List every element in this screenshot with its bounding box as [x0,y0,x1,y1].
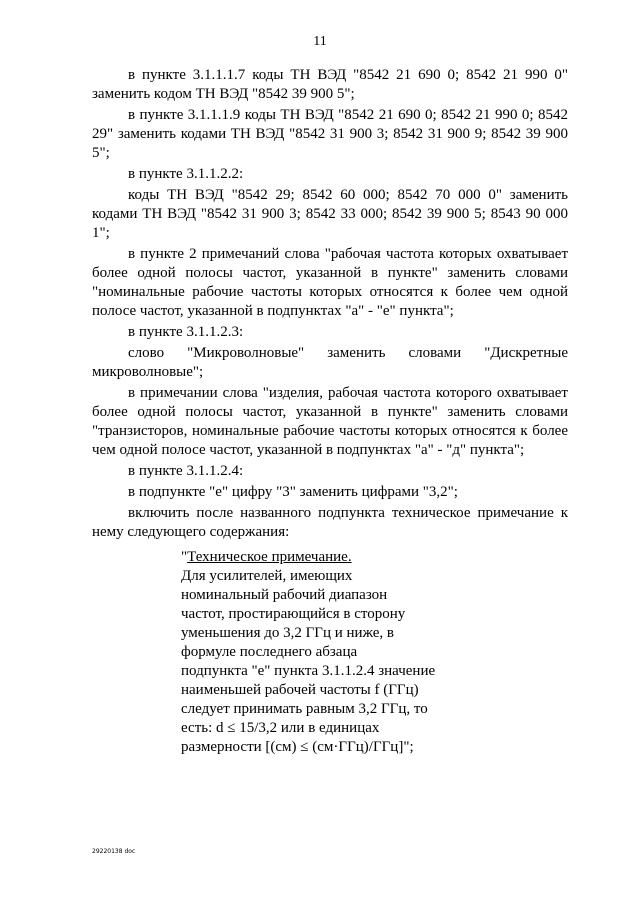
note-line: формуле последнего абзаца [181,644,358,660]
paragraph-item-3-1-1-1-9: в пункте 3.1.1.1.9 коды ТН ВЭД "8542 21 690 0; 8542 21 990 0; 8542 29" заменить кодами ТН ВЭД "8542 31 900 3; 8542 31 900 9; 8542 39 900 5"; [92,107,568,161]
technical-note [181,548,481,757]
note-line: номинальный рабочий диапазон [181,587,388,603]
paragraph-note-change: в примечании слова "изделия, рабочая частота которого охватывает более одной полосы частот, указанной в пункте" заменить словами "транзисторов, номинальные рабочие частоты которых относятся к более чем одной полосе частот, указанной в подпунктах "а" - "д" пункта"; [92,385,568,458]
footer-file-code: 29220138 doc [92,848,136,855]
paragraph-subitem-e-change: в подпункте "е" цифру "3" заменить цифрами "3,2"; [128,484,458,500]
note-line: уменьшения до 3,2 ГГц и ниже, в [181,625,394,641]
paragraph-codes-replacement: коды ТН ВЭД "8542 29; 8542 60 000; 8542 70 000 0" заменить кодами ТН ВЭД "8542 31 900 3; 8542 33 000; 8542 39 900 5; 8543 90 000 1"; [92,187,568,241]
paragraph-microwave-word: слово "Микроволновые" заменить словами "Дискретные микроволновые"; [92,345,568,380]
note-line: Для усилителей, имеющих [181,568,353,584]
note-line: подпункта "е" пункта 3.1.1.2.4 значение [181,663,436,679]
paragraph-item-3-1-1-1-7: в пункте 3.1.1.1.7 коды ТН ВЭД "8542 21 690 0; 8542 21 990 0" заменить кодом ТН ВЭД "8542 39 900 5"; [92,67,568,102]
paragraph-include-note: включить после названного подпункта техническое примечание к нему следующего содержания: [92,505,568,540]
page-number: 11 [313,34,327,49]
note-line: есть: d ≤ 15/3,2 или в единицах [181,720,380,736]
note-line: частот, простирающийся в сторону [181,606,406,622]
note-line: наименьшей рабочей частоты f (ГГц) [181,682,419,698]
paragraph-item-3-1-1-2-4-header: в пункте 3.1.1.2.4: [128,463,244,479]
document-body [92,66,568,542]
technical-note-title: Техническое примечание. [187,549,352,565]
technical-note-title-line [181,548,481,567]
note-open-quote: " [181,549,188,565]
paragraph-item-3-1-1-2-3-header: в пункте 3.1.1.2.3: [128,324,244,340]
paragraph-note-2-change: в пункте 2 примечаний слова "рабочая частота которых охватывает более одной полосы частот, указанной в пункте" заменить словами "номинальные рабочие частоты которых относятся к более чем одной полосе частот, указанной в подпунктах "а" - "е" пункта"; [92,246,568,319]
note-line: размерности [(см) ≤ (см·ГГц)/ГГц]"; [181,739,414,755]
paragraph-item-3-1-1-2-2-header: в пункте 3.1.1.2.2: [128,166,244,182]
note-line: следует принимать равным 3,2 ГГц, то [181,701,428,717]
